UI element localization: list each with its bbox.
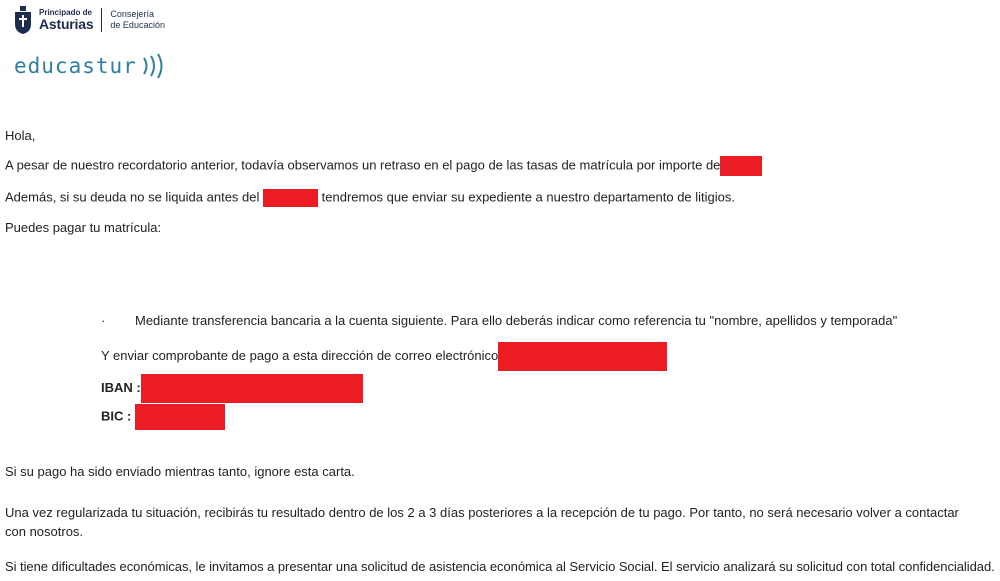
reminder-text: A pesar de nuestro recordatorio anterior, todavía observamos un retraso en el pago de las tasas de matrícula por importe de: [5, 157, 721, 173]
bank-transfer-instructions: Mediante transferencia bancaria a la cuenta siguiente. Para ello deberás indicar como referencia tu "nombre, apellidos y temporada": [135, 313, 898, 328]
payment-intro: Puedes pagar tu matrícula:: [5, 220, 162, 235]
reminder-paragraph: [5, 156, 762, 176]
principado-logo: [13, 6, 165, 34]
redacted-bic: [135, 404, 225, 430]
redacted-amount: [720, 156, 762, 176]
send-proof-text: Y enviar comprobante de pago a esta dirección de correo electrónico: [101, 347, 499, 363]
brand-divider: [101, 8, 102, 32]
department-name: [110, 9, 165, 31]
brand-small-text: Principado de: [39, 8, 92, 17]
deadline-text-end: tendremos que enviar su expediente a nuestro departamento de litigios.: [321, 189, 736, 205]
brand-big-text: Asturias: [39, 16, 94, 32]
coat-of-arms-icon: [13, 6, 33, 34]
bic-line: [101, 404, 225, 430]
educastur-logo: [14, 52, 167, 80]
department-line-1: Consejería: [110, 9, 154, 19]
signal-waves-icon: [141, 52, 167, 80]
redacted-email: [498, 342, 667, 371]
ignore-notice: Si su pago ha sido enviado mientras tanto, ignore esta carta.: [5, 464, 355, 479]
redacted-iban: [141, 374, 363, 403]
financial-difficulties-paragraph: Si tiene dificultades económicas, le invitamos a presentar una solicitud de asistencia económica al Servicio Social. El servicio analizará su solicitud con total confidencialidad.: [5, 559, 995, 574]
bic-label: BIC :: [101, 408, 132, 424]
redacted-date: [263, 189, 318, 207]
brand-name: [39, 9, 93, 31]
bullet-mark: ·: [101, 313, 106, 328]
iban-line: [101, 374, 363, 403]
deadline-paragraph: [5, 189, 735, 207]
send-proof-line: [101, 342, 667, 371]
educastur-wordmark: educastur: [14, 54, 137, 78]
deadline-text-start: Además, si su deuda no se liquida antes del: [5, 189, 260, 205]
greeting: Hola,: [5, 128, 36, 143]
department-line-2: de Educación: [110, 20, 165, 30]
regularization-paragraph: Una vez regularizada tu situación, recibirás tu resultado dentro de los 2 a 3 días posteriores a la recepción de tu pago. Por tanto, no será necesario volver a contactar con nosotros.: [5, 505, 959, 539]
iban-label: IBAN :: [101, 379, 141, 395]
